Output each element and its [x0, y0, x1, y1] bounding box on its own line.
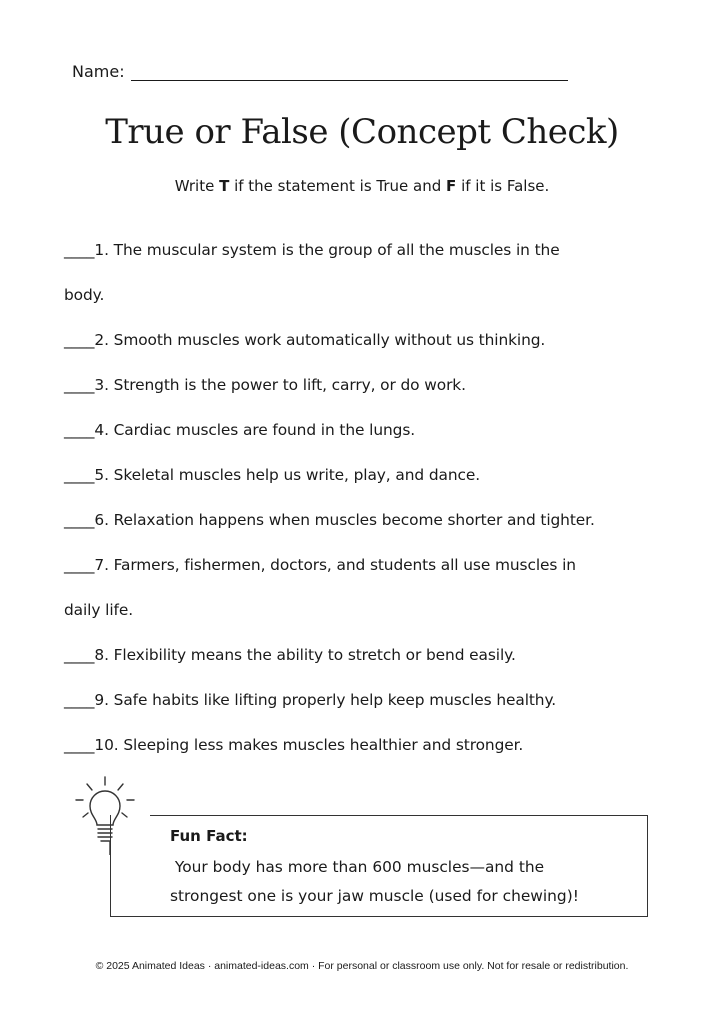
question-7: ____7. Farmers, fishermen, doctors, and students all use muscles in [64, 556, 576, 574]
worksheet-title: True or False (Concept Check) [105, 112, 619, 152]
fun-fact-title: Fun Fact: [170, 827, 248, 845]
question-1-continued: body. [64, 286, 105, 304]
name-blank-line[interactable] [131, 63, 568, 81]
true-letter: T [219, 177, 230, 195]
question-7-continued: daily life. [64, 601, 133, 619]
false-letter: F [446, 177, 457, 195]
question-list [64, 228, 664, 768]
fun-fact-line-1: Your body has more than 600 muscles—and the [170, 858, 545, 876]
question-8: ____8. Flexibility means the ability to stretch or bend easily. [64, 646, 516, 664]
name-label: Name: [72, 62, 125, 81]
question-2: ____2. Smooth muscles work automatically without us thinking. [64, 331, 546, 349]
copyright-footer: © 2025 Animated Ideas · animated-ideas.com · For personal or classroom use only. Not for resale or redistribution. [95, 960, 629, 972]
question-10: ____10. Sleeping less makes muscles healthier and stronger. [64, 736, 524, 754]
question-3: ____3. Strength is the power to lift, carry, or do work. [64, 376, 466, 394]
instructions: Write T if the statement is True and F if it is False. [174, 177, 550, 195]
question-6: ____6. Relaxation happens when muscles become shorter and tighter. [64, 511, 595, 529]
fun-fact-text [170, 853, 630, 911]
fun-fact-box-top-border [150, 815, 648, 816]
fun-fact-line-2: strongest one is your jaw muscle (used for chewing)! [170, 887, 579, 905]
lightbulb-icon [70, 775, 140, 855]
question-9: ____9. Safe habits like lifting properly help keep muscles healthy. [64, 691, 557, 709]
question-1: ____1. The muscular system is the group of all the muscles in the [64, 241, 560, 259]
question-5: ____5. Skeletal muscles help us write, play, and dance. [64, 466, 481, 484]
question-4: ____4. Cardiac muscles are found in the lungs. [64, 421, 416, 439]
name-field [72, 62, 568, 81]
